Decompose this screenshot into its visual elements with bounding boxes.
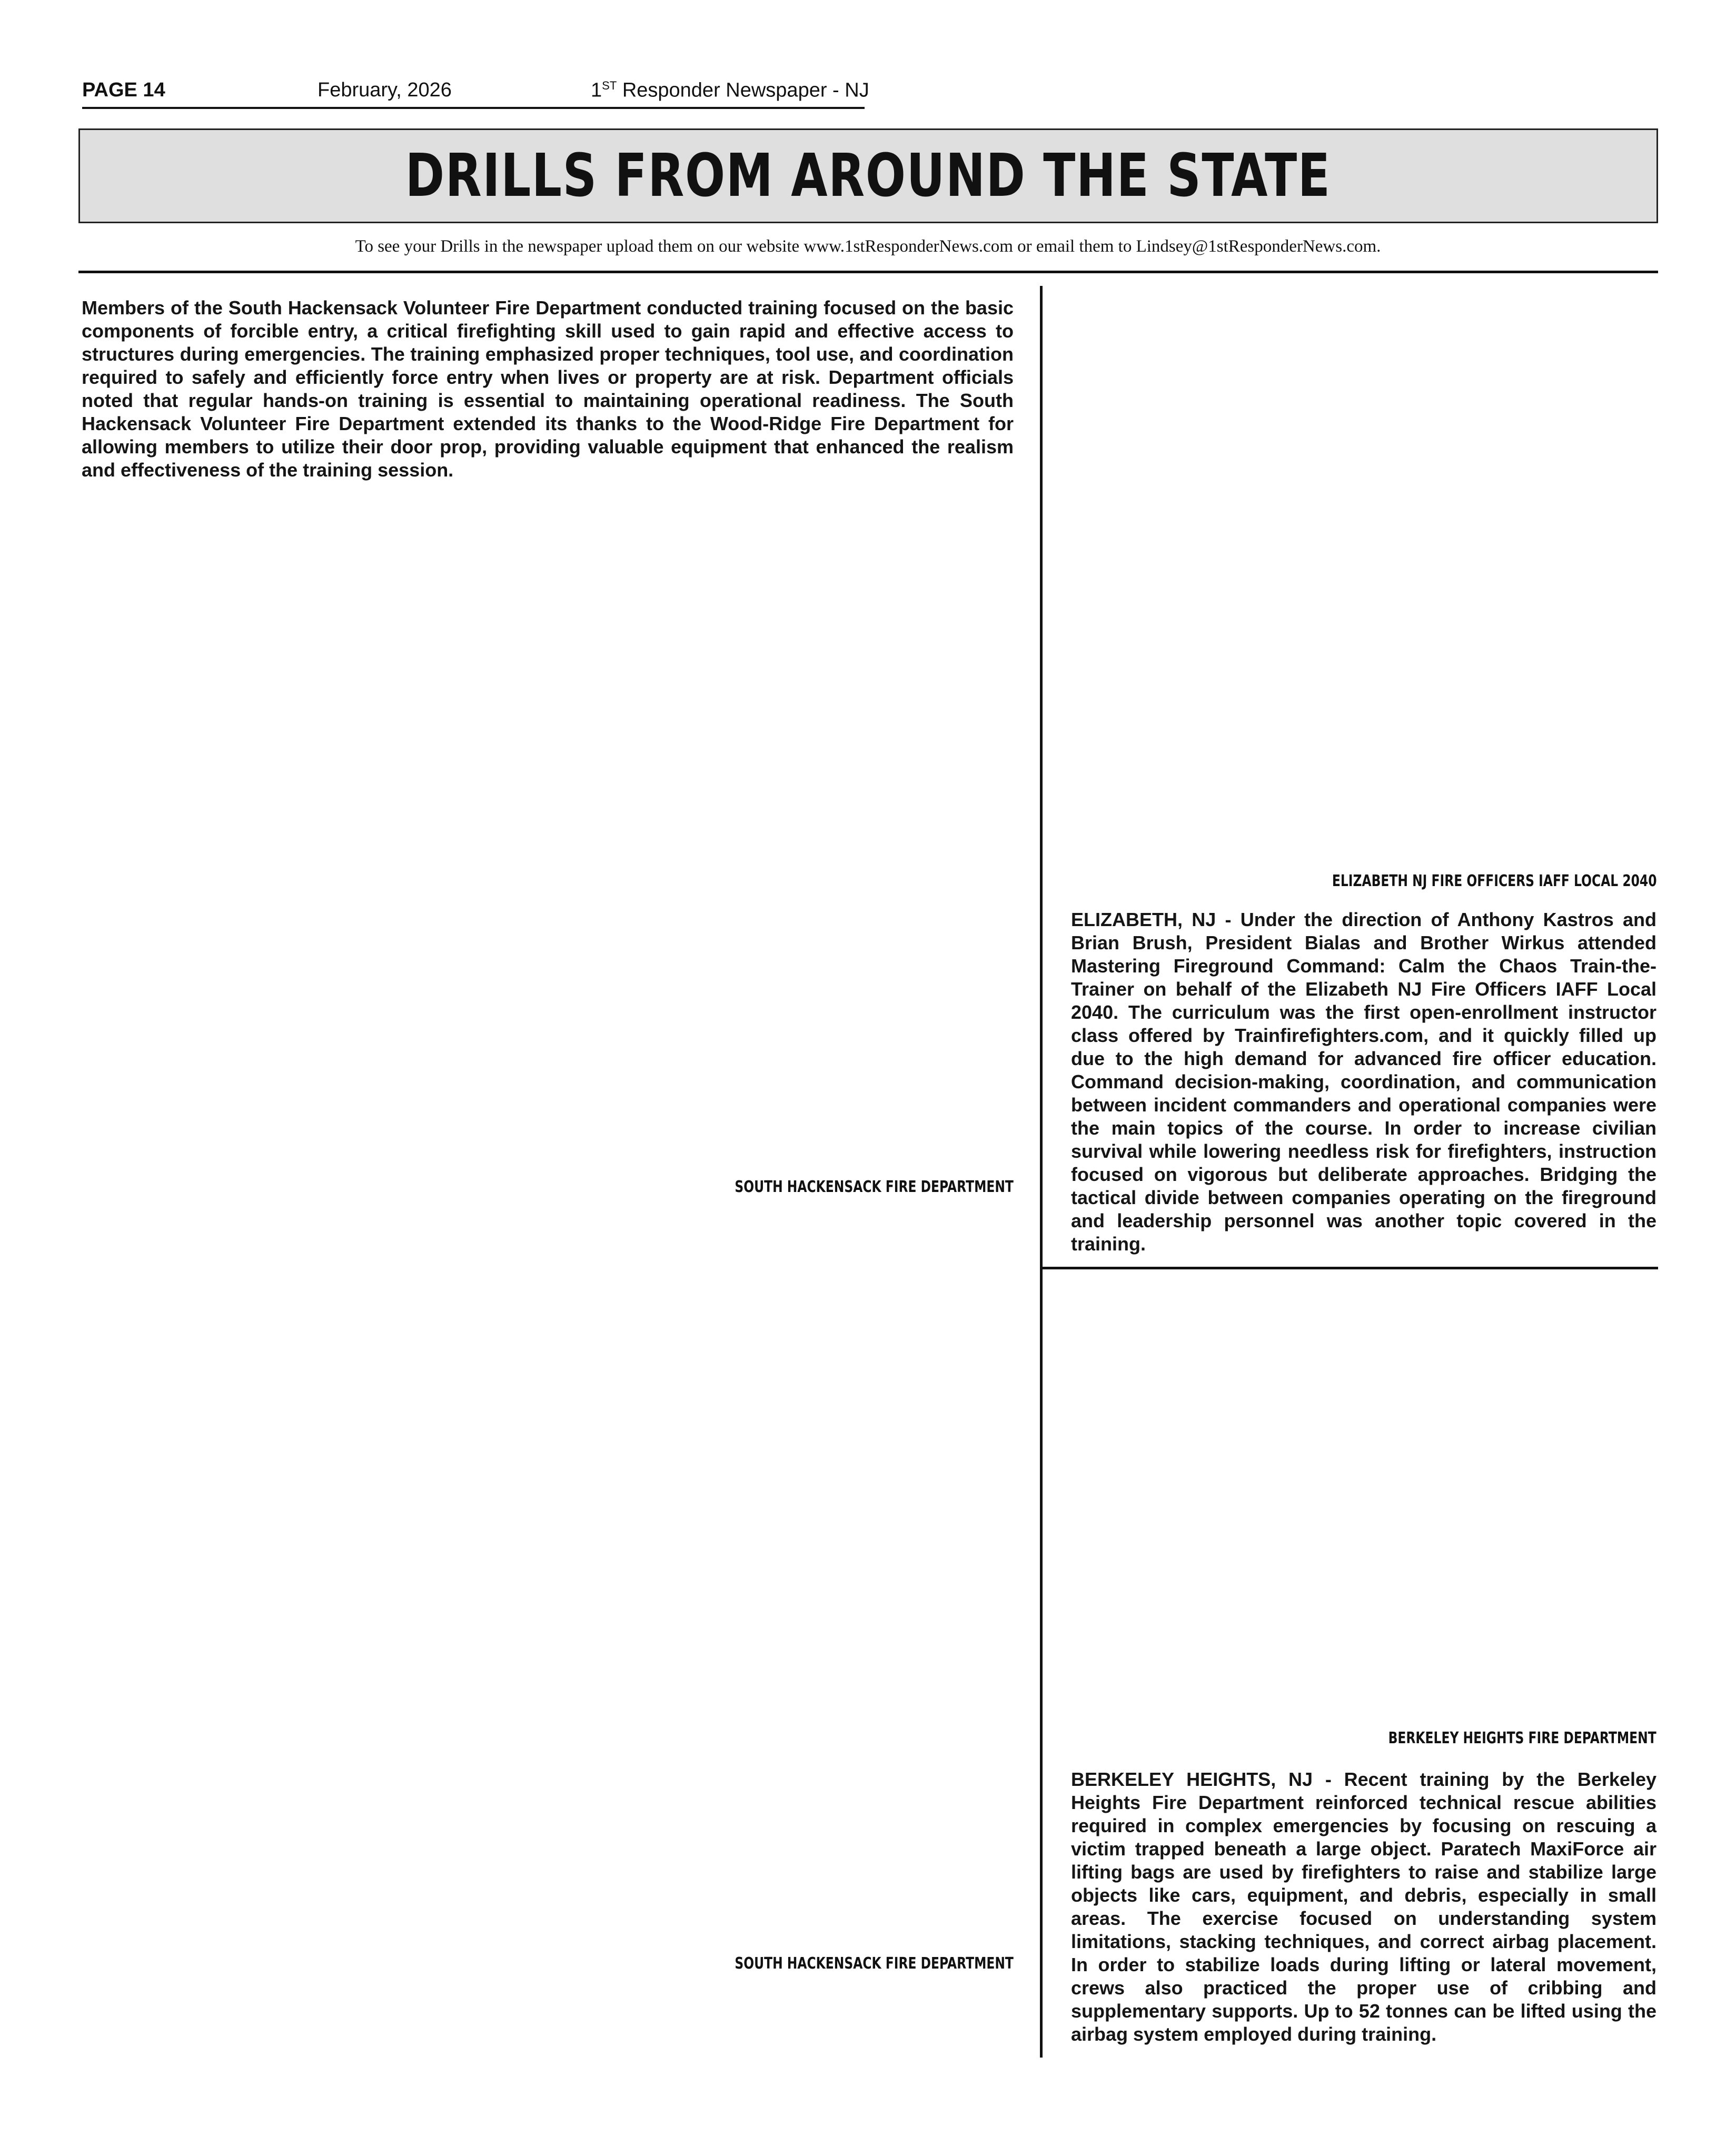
page-number: PAGE 14 <box>82 79 165 101</box>
newspaper-name-prefix: 1 <box>591 79 602 102</box>
elizabeth-article: ELIZABETH, NJ - Under the direction of Anthony Kastros and Brian Brush, President Bialas and Brother Wirkus attended Mastering Fireground Command: Calm the Chaos Train-the-Trainer on behalf of the Elizabeth NJ Fire Officers IAFF Local 2040. The curriculum was the first open-enrollment instructor class offered by Trainfirefighters.com, and it quickly filled up due to the high demand for advanced fire officer education. Command decision-making, coordination, and communication between incident commanders and operational companies were the main topics of the course. In order to increase civilian survival while lowering needless risk for firefighters, instruction focused on vigorous but deliberate approaches. Bridging the tactical divide between companies operating on the fireground and leadership personnel was another topic covered in the training. <box>1071 909 1656 1255</box>
newspaper-name-rest: Responder Newspaper - NJ <box>617 79 869 102</box>
section-title: DRILLS FROM AROUND THE STATE <box>405 142 1331 210</box>
south-hackensack-photo-1 <box>82 495 1014 1164</box>
newspaper-name <box>591 79 869 102</box>
south-hackensack-photo-2 <box>82 1227 1014 1943</box>
berkeley-heights-article: BERKELEY HEIGHTS, NJ - Recent training by the Berkeley Heights Fire Department reinforced technical rescue abilities required in complex emergencies by focusing on rescuing a victim trapped beneath a large object. Paratech MaxiForce air lifting bags are used by firefighters to raise and stabilize large objects like cars, equipment, and debris, especially in small areas. The exercise focused on understanding system limitations, stacking techniques, and correct airbag placement. In order to stabilize loads during lifting or lateral movement, crews also practiced the proper use of cribbing and supplementary supports. Up to 52 tonnes can be lifted using the airbag system employed during training. <box>1071 1769 1656 2045</box>
section-banner <box>78 128 1658 223</box>
submission-note: To see your Drills in the newspaper upload them on our website www.1stResponderNews.com or email them to Lindsey@1stResponderNews.com. <box>355 237 1381 256</box>
photo-credit-elizabeth: ELIZABETH NJ FIRE OFFICERS IAFF LOCAL 2040 <box>1332 872 1656 890</box>
header-rule <box>78 271 1658 273</box>
berkeley-heights-photo <box>1071 1285 1656 1716</box>
photo-credit-south-hackensack-1: SOUTH HACKENSACK FIRE DEPARTMENT <box>735 1178 1014 1196</box>
south-hackensack-article: Members of the South Hackensack Volunteer Fire Department conducted training focused on the basic components of forcible entry, a critical firefighting skill used to gain rapid and effective access to structures during emergencies. The training emphasized proper techniques, tool use, and coordination required to safely and efficiently force entry when lives or property are at risk. Department officials noted that regular hands-on training is essential to maintaining operational readiness. The South Hackensack Volunteer Fire Department extended its thanks to the Wood-Ridge Fire Department for allowing members to utilize their door prop, providing valuable equipment that enhanced the realism and effectiveness of the training session. <box>82 297 1014 481</box>
right-column-divider <box>1043 1267 1658 1269</box>
photo-credit-berkeley-heights: BERKELEY HEIGHTS FIRE DEPARTMENT <box>1388 1729 1656 1747</box>
elizabeth-photo <box>1071 295 1656 858</box>
folio-rule <box>82 107 865 109</box>
photo-credit-south-hackensack-2: SOUTH HACKENSACK FIRE DEPARTMENT <box>735 1954 1014 1973</box>
issue-date: February, 2026 <box>318 79 452 101</box>
column-divider <box>1040 286 1043 2058</box>
newspaper-name-superscript: ST <box>602 79 617 92</box>
